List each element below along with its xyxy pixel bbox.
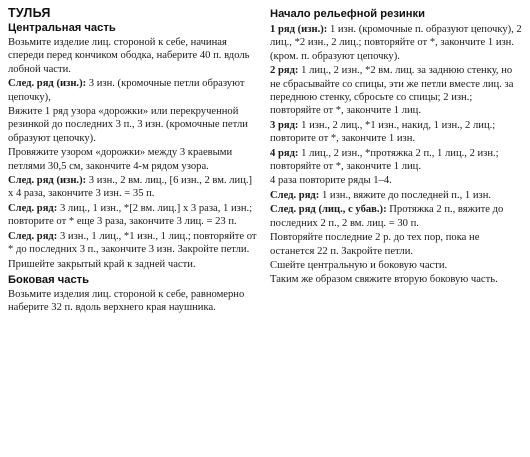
- instruction-paragraph: [270, 203, 522, 230]
- row-label: 1 ряд (изн.):: [270, 24, 328, 35]
- instruction-paragraph: [270, 231, 522, 258]
- instruction-text: Вяжите 1 ряд узора «дорожки» или перекрученной резинкой до последних 3 п., 3 изн. (кромочные петли образуют цепочку).: [8, 106, 248, 144]
- instruction-paragraph: [270, 174, 522, 187]
- instruction-text: 1 лиц., 2 изн., *2 вм. лиц. за заднюю стенку, но не сбрасывайте со спицы, эти же петли вместе лиц. за переднюю стенку, сбросьте со спицы; 2 изн.; повторяйте от *, закончите 1 лиц.: [270, 65, 514, 117]
- instruction-paragraph: [8, 258, 258, 271]
- side-instructions: [8, 288, 258, 316]
- instruction-paragraph: [8, 36, 258, 76]
- row-label: След. ряд (лиц., с убав.):: [270, 204, 387, 216]
- row-label: 4 ряд:: [270, 147, 299, 159]
- instruction-paragraph: [270, 119, 522, 146]
- instruction-paragraph: [270, 147, 522, 174]
- instruction-text: 1 изн. (кромочные п. образуют цепочку), 2 лиц., *2 изн., 2 лиц.; повторяйте от *, закончите 1 изн. (кром. п. образуют цепочку).: [270, 24, 522, 62]
- instruction-paragraph: [8, 288, 258, 315]
- instruction-text: Сшейте центральную и боковую части.: [270, 259, 448, 271]
- instruction-paragraph: [270, 259, 522, 272]
- left-column: [8, 6, 258, 457]
- right-column: [270, 6, 522, 457]
- instruction-text: Повторяйте последние 2 р. до тех пор, пока не останется 22 п. Закройте петли.: [270, 232, 480, 257]
- row-label: 2 ряд:: [270, 65, 299, 77]
- instruction-text: 4 раза повторите ряды 1–4.: [270, 175, 392, 187]
- instruction-paragraph: [8, 77, 258, 104]
- section-heading-central: Центральная часть: [8, 22, 116, 34]
- instruction-paragraph: [270, 64, 522, 118]
- row-label: 3 ряд:: [270, 119, 299, 131]
- instruction-text: Провяжите узором «дорожки» между 3 краевыми петлями 30,5 см, закончите 4-м рядом узора.: [8, 147, 233, 172]
- instruction-paragraph: [270, 189, 522, 202]
- central-instructions: [8, 36, 258, 272]
- section-heading-rib: Начало рельефной резинки: [270, 8, 425, 20]
- section-heading-side: Боковая часть: [8, 273, 90, 286]
- instruction-paragraph: [8, 105, 258, 145]
- instruction-paragraph: [8, 230, 258, 257]
- instruction-text: Таким же образом свяжите вторую боковую часть.: [270, 274, 498, 286]
- instruction-paragraph: [8, 174, 258, 201]
- instruction-text: 3 изн., 1 лиц., *1 изн., 1 лиц.; повторяйте от * до последних 3 п., закончите 3 изн. Закройте петли.: [8, 230, 257, 256]
- instruction-text: Возьмите изделия лиц. стороной к себе, равномерно наберите 32 п. вдоль верхнего края наушника.: [8, 288, 245, 314]
- row-label: След. ряд:: [8, 202, 58, 214]
- instruction-text: 3 изн., 2 вм. лиц., [6 изн., 2 вм. лиц.] х 4 раза, закончите 3 изн. = 35 п.: [8, 175, 253, 200]
- instruction-text: Протяжка 2 п., вяжите до последних 2 п., 2 вм. лиц. = 30 п.: [270, 204, 504, 229]
- instruction-text: 1 изн., вяжите до последней п., 1 изн.: [321, 189, 492, 201]
- instruction-paragraph: [8, 146, 258, 173]
- instruction-paragraph: [270, 23, 522, 63]
- instruction-text: Пришейте закрытый край к задней части.: [8, 258, 196, 270]
- rib-instructions: [270, 23, 522, 288]
- row-label: След. ряд (изн.):: [8, 175, 87, 187]
- row-label: След. ряд:: [8, 230, 58, 242]
- instruction-text: Возьмите изделие лиц. стороной к себе, начиная спереди перед кончиком ободка, наберите 40 п. вдоль лобной части.: [8, 37, 250, 75]
- instruction-text: 3 изн. (кромочные петли образуют цепочку),: [8, 78, 245, 103]
- instruction-text: 3 лиц., 1 изн., *[2 вм. лиц.] х 3 раза, 1 изн.; повторите от * еще 3 раза, закончите 3 лиц. = 23 п.: [8, 202, 253, 228]
- instruction-text: 1 лиц., 2 изн., *протяжка 2 п., 1 лиц., 2 изн.; повторяйте от *, закончите 1 лиц.: [270, 147, 499, 173]
- instruction-paragraph: [8, 202, 258, 229]
- instruction-text: 1 изн., 2 лиц., *1 изн., накид, 1 изн., 2 лиц.; повторите от *, закончите 1 изн.: [270, 119, 496, 145]
- row-label: След. ряд:: [270, 189, 320, 201]
- instruction-paragraph: [270, 273, 522, 286]
- page-title: ТУЛЬЯ: [8, 6, 51, 20]
- row-label: След. ряд (изн.):: [8, 78, 87, 90]
